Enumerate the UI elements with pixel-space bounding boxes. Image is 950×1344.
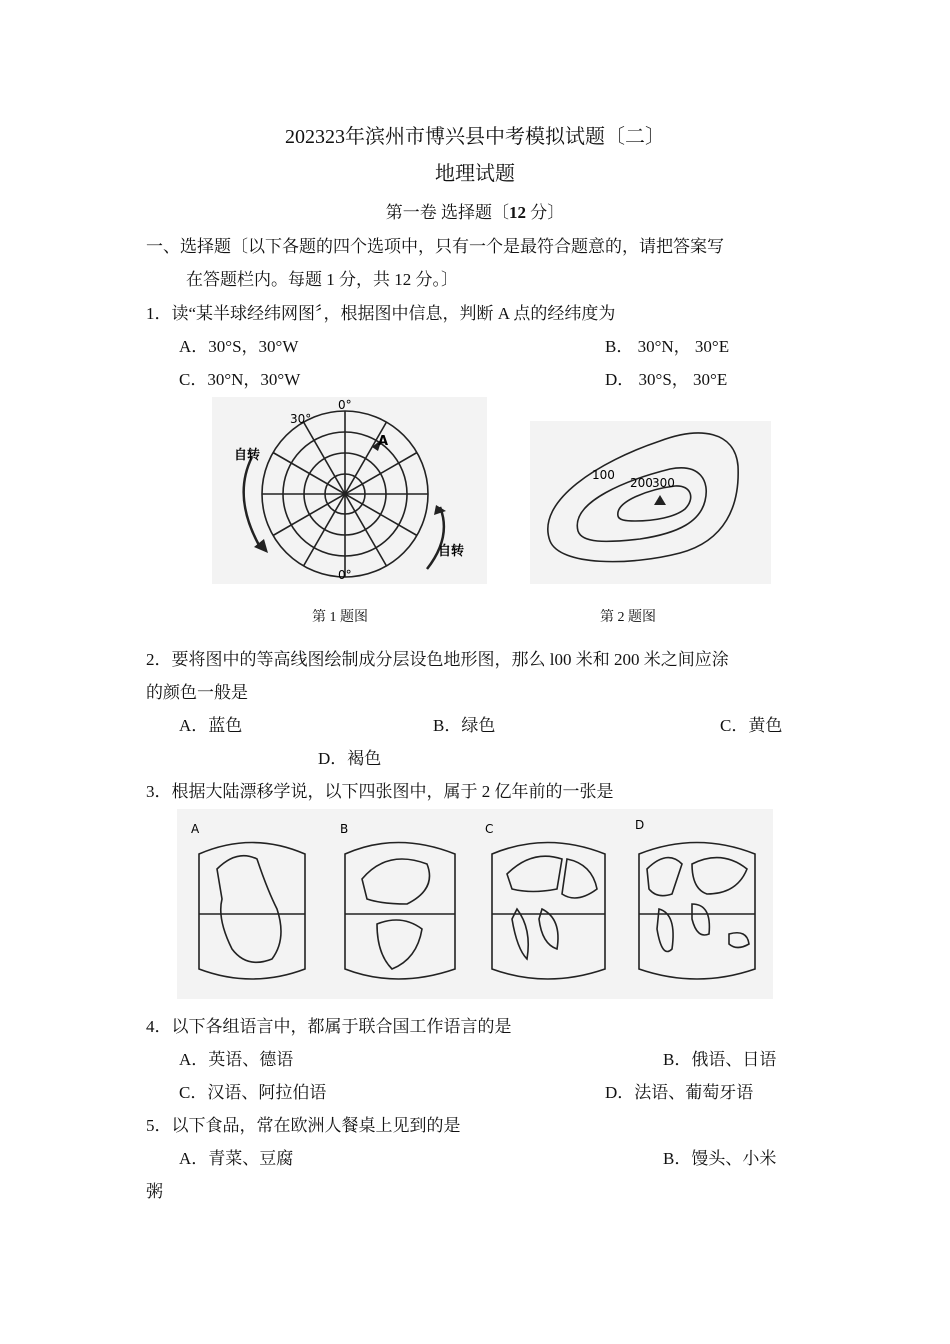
q2-option-d: D．褐色 [318,749,382,768]
q2-stem-line-2: 的颜色一般是 [146,683,248,702]
part-title [0,198,950,223]
part-suffix: 分〕 [526,203,565,222]
q4-option-a: A．英语、德语 [179,1050,294,1069]
label-0-top: 0° [338,398,352,412]
part-prefix: 第一卷 选择题〔 [385,203,509,222]
figure-1-polar-grid [212,397,487,584]
map-label-a: A [191,822,200,836]
q2-option-a: A．蓝色 [179,716,243,735]
figure-2-caption: 第 2 题图 [600,610,656,625]
label-300: 300 [652,476,675,490]
map-d-australia [729,933,749,948]
polar-grid-svg [212,397,487,584]
summit-marker [654,495,666,505]
map-a-frame [199,843,305,980]
label-200: 200 [630,476,653,490]
arrow-head-right [434,505,446,515]
q2-stem-line-1: 2．要将图中的等高线图绘制成分层设色地形图，那么 l00 米和 200 米之间应涂 [146,650,729,669]
q2-option-b: B．绿色 [433,716,496,735]
q1-option-b: B． 30°N， 30°E [605,337,730,356]
rotation-arrow-left [244,457,260,547]
map-d-africa [692,904,709,935]
q5-option-a: A．青菜、豆腐 [179,1149,294,1168]
map-d-south-america [657,909,673,952]
drift-maps-svg [177,809,773,999]
q1-option-c: C．30°N，30°W [179,370,301,389]
q1-option-d: D． 30°S， 30°E [605,370,728,389]
q5-option-b: B．馒头、小米 [663,1149,777,1168]
figure-2-contour-map [530,421,771,584]
rotation-arrow-right [427,507,444,569]
map-c-landmass-1 [507,856,562,891]
map-b-landmass-north [362,859,430,904]
map-d-eurasia [692,858,747,894]
map-label-b: B [340,822,349,836]
q5-option-b-continued: 粥 [146,1182,163,1201]
contour-300 [618,486,691,521]
label-0-bottom: 0° [338,568,352,582]
part-score: 12 [509,203,526,222]
q4-option-d: D．法语、葡萄牙语 [605,1083,754,1102]
label-100: 100 [592,468,615,482]
q1-option-a: A．30°S，30°W [179,337,299,356]
q5-stem: 5．以下食品，常在欧洲人餐桌上见到的是 [146,1116,461,1135]
q3-stem: 3．根据大陆漂移学说，以下四张图中，属于 2 亿年前的一张是 [146,782,614,801]
map-c-frame [492,843,605,980]
q1-stem: 1．读“某半球经纬网图〞，根据图中信息，判断 A 点的经纬度为 [146,304,616,323]
map-c-landmass-3 [512,909,528,959]
subject-title: 地理试题 [435,163,515,185]
contour-100 [548,433,738,562]
instructions-line-2: 在答题栏内。每题 1 分，共 12 分。〕 [186,270,458,289]
q2-option-c: C．黄色 [720,716,783,735]
map-c-landmass-2 [562,859,597,898]
exam-title: 202323年滨州市博兴县中考模拟试题〔二〕 [285,126,665,148]
instructions-line-1: 一、选择题〔以下各题的四个选项中，只有一个是最符合题意的，请把答案写 [146,237,724,256]
label-rotation-left: 自转 [234,448,261,463]
map-label-c: C [485,822,494,836]
contour-svg [530,421,771,584]
figure-3-continental-drift [177,809,773,999]
map-c-landmass-4 [539,909,558,949]
map-b-landmass-south [377,920,422,969]
map-d-north-america [647,858,682,896]
map-label-d: D [635,818,645,832]
figure-1-caption: 第 1 题图 [312,610,368,625]
label-point-a: A [378,434,389,449]
label-30: 30° [290,412,312,426]
q4-stem: 4．以下各组语言中，都属于联合国工作语言的是 [146,1017,512,1036]
map-a-pangaea [217,856,281,963]
q4-option-b: B．俄语、日语 [663,1050,777,1069]
label-rotation-right: 自转 [438,544,465,559]
q4-option-c: C．汉语、阿拉伯语 [179,1083,327,1102]
map-b-frame [345,843,455,980]
